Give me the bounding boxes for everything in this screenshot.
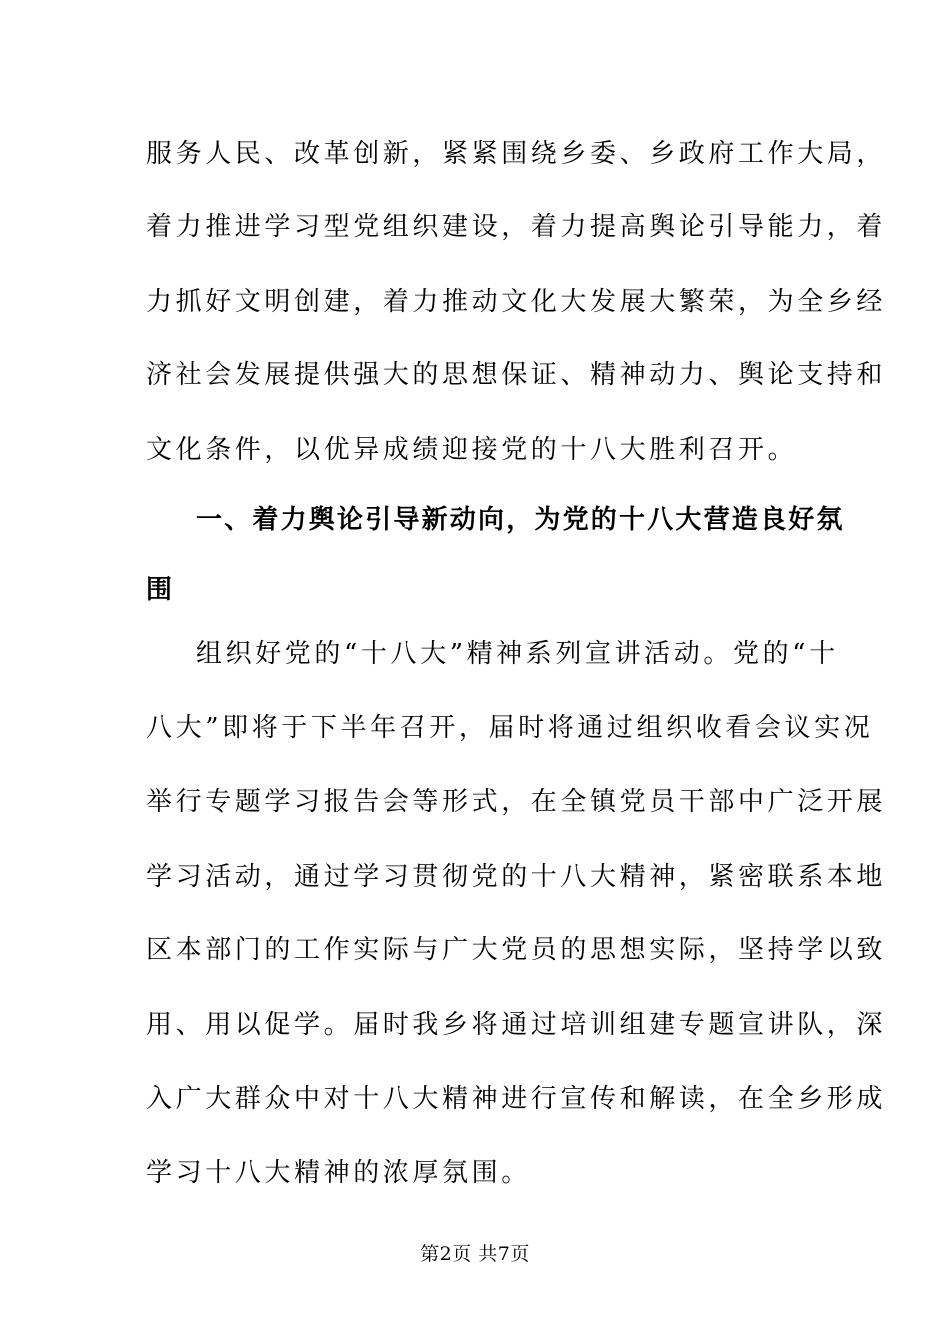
paragraph-line: 八大”即将于下半年召开，届时将通过组织收看会议实况 <box>146 713 874 743</box>
section-heading-continued: 围 <box>146 575 175 605</box>
paragraph-line: 区本部门的工作实际与广大党员的思想实际，坚持学以致 <box>146 935 887 965</box>
paragraph-line: 学习十八大精神的浓厚氛围。 <box>146 1158 531 1188</box>
section-heading: 一、着力舆论引导新动向，为党的十八大营造良好氛 <box>196 505 845 535</box>
paragraph-line: 入广大群众中对十八大精神进行宣传和解读，在全乡形成 <box>146 1084 887 1114</box>
paragraph-line: 服务人民、改革创新，紧紧围绕乡委、乡政府工作大局， <box>146 139 887 169</box>
paragraph-line: 举行专题学习报告会等形式，在全镇党员干部中广泛开展 <box>146 787 887 817</box>
paragraph-line: 力抓好文明创建，着力推动文化大发展大繁荣，为全乡经 <box>146 287 887 317</box>
paragraph-line: 组织好党的“十八大”精神系列宣讲活动。党的“十 <box>196 639 839 669</box>
paragraph-line: 济社会发展提供强大的思想保证、精神动力、舆论支持和 <box>146 360 887 390</box>
paragraph-line: 学习活动，通过学习贯彻党的十八大精神，紧密联系本地 <box>146 862 887 892</box>
paragraph-line: 着力推进学习型党组织建设，着力提高舆论引导能力，着 <box>146 212 887 242</box>
paragraph-line: 文化条件，以优异成绩迎接党的十八大胜利召开。 <box>146 435 798 465</box>
paragraph-line: 用、用以促学。届时我乡将通过培训组建专题宣讲队，深 <box>146 1010 887 1040</box>
page-number-footer: 第2页 共7页 <box>420 1243 530 1265</box>
